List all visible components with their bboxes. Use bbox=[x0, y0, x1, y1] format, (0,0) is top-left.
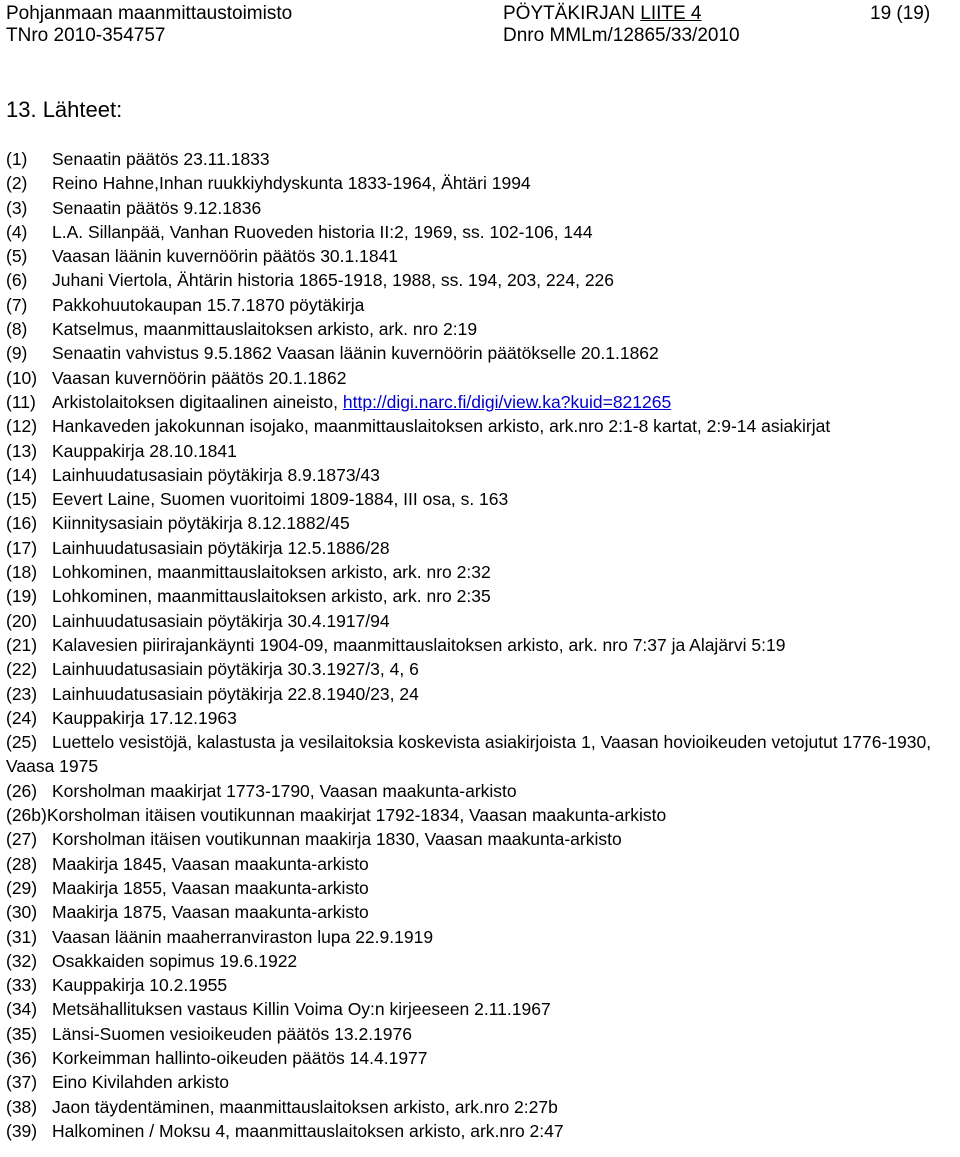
reference-text: Kauppakirja 17.12.1963 bbox=[52, 707, 237, 728]
reference-text: Senaatin vahvistus 9.5.1862 Vaasan läänin kuvernöörin päätökselle 20.1.1862 bbox=[52, 343, 659, 364]
reference-item bbox=[6, 414, 951, 438]
reference-item bbox=[6, 196, 951, 220]
reference-number: (18) bbox=[6, 562, 38, 583]
reference-text: Kauppakirja 10.2.1955 bbox=[52, 975, 228, 996]
reference-text: Lainhuudatusasiain pöytäkirja 30.3.1927/3, 4, 6 bbox=[52, 659, 419, 680]
header-doc-prefix: PÖYTÄKIRJAN bbox=[503, 3, 641, 24]
reference-number: (29) bbox=[6, 877, 38, 898]
reference-number: (1) bbox=[6, 149, 28, 169]
reference-item bbox=[6, 852, 951, 876]
reference-item bbox=[6, 682, 951, 706]
reference-item bbox=[6, 317, 951, 341]
reference-number: (11) bbox=[6, 391, 36, 412]
reference-text: Eevert Laine, Suomen vuoritoimi 1809-1884, III osa, s. 163 bbox=[52, 489, 509, 510]
section-title: 13. Lähteet: bbox=[6, 97, 123, 122]
reference-item bbox=[6, 511, 951, 535]
reference-text: Eino Kivilahden arkisto bbox=[52, 1072, 230, 1093]
reference-text: Maakirja 1875, Vaasan maakunta-arkisto bbox=[52, 902, 369, 923]
reference-number: (19) bbox=[6, 586, 38, 607]
header-doc-title bbox=[503, 3, 702, 25]
reference-number: (27) bbox=[6, 829, 38, 850]
reference-text: Vaasan kuvernöörin päätös 20.1.1862 bbox=[52, 367, 347, 388]
reference-item bbox=[6, 366, 951, 390]
reference-number: (34) bbox=[6, 999, 38, 1020]
reference-text: Lainhuudatusasiain pöytäkirja 12.5.1886/28 bbox=[52, 537, 390, 558]
reference-item bbox=[6, 973, 951, 997]
reference-item bbox=[6, 1070, 951, 1094]
reference-item bbox=[6, 900, 951, 924]
reference-number: (38) bbox=[6, 1096, 38, 1117]
reference-item bbox=[6, 244, 951, 268]
reference-text: Kalavesien piirirajankäynti 1904-09, maanmittauslaitoksen arkisto, ark. nro 7:37 ja Alajärvi 5:19 bbox=[52, 634, 786, 655]
reference-item bbox=[6, 633, 951, 657]
reference-number: (12) bbox=[6, 416, 38, 437]
reference-number: (37) bbox=[6, 1072, 38, 1093]
reference-number: (16) bbox=[6, 513, 38, 534]
reference-item bbox=[6, 439, 951, 463]
reference-item bbox=[6, 390, 951, 414]
reference-number: (28) bbox=[6, 853, 38, 874]
reference-text: Korsholman itäisen voutikunnan maakirjat 1792-1834, Vaasan maakunta-arkisto bbox=[46, 805, 667, 826]
reference-item bbox=[6, 147, 951, 171]
reference-text: L.A. Sillanpää, Vanhan Ruoveden historia II:2, 1969, ss. 102-106, 144 bbox=[52, 221, 593, 242]
reference-item bbox=[6, 463, 951, 487]
reference-text: Maakirja 1855, Vaasan maakunta-arkisto bbox=[52, 877, 369, 898]
reference-number: (26b) bbox=[6, 805, 47, 826]
reference-item bbox=[6, 487, 951, 511]
reference-number: (31) bbox=[6, 926, 38, 947]
reference-item bbox=[6, 341, 951, 365]
reference-item bbox=[6, 171, 951, 195]
reference-number: (21) bbox=[6, 634, 38, 655]
reference-text: Korkeimman hallinto-oikeuden päätös 14.4.1977 bbox=[52, 1047, 428, 1068]
reference-number: (23) bbox=[6, 683, 38, 704]
reference-number: (15) bbox=[6, 489, 38, 510]
reference-number: (8) bbox=[6, 319, 28, 340]
reference-link[interactable]: http://digi.narc.fi/digi/view.ka?kuid=821265 bbox=[342, 391, 672, 412]
header-page-number: 19 (19) bbox=[870, 3, 931, 24]
reference-number: (39) bbox=[6, 1120, 38, 1141]
reference-text: Arkistolaitoksen digitaalinen aineisto, bbox=[52, 391, 343, 412]
reference-item bbox=[6, 1046, 951, 1070]
reference-number: (17) bbox=[6, 537, 38, 558]
reference-number: (26) bbox=[6, 780, 38, 801]
reference-number: (13) bbox=[6, 440, 38, 461]
reference-number: (24) bbox=[6, 707, 38, 728]
reference-item bbox=[6, 730, 951, 779]
reference-list bbox=[6, 147, 951, 1143]
reference-number: (25) bbox=[6, 732, 38, 753]
reference-number: (4) bbox=[6, 221, 28, 242]
reference-text: Korsholman itäisen voutikunnan maakirja 1830, Vaasan maakunta-arkisto bbox=[52, 829, 622, 850]
reference-text: Juhani Viertola, Ähtärin historia 1865-1918, 1988, ss. 194, 203, 224, 226 bbox=[52, 270, 615, 291]
reference-text: Lainhuudatusasiain pöytäkirja 22.8.1940/23, 24 bbox=[52, 683, 419, 704]
reference-text: Kiinnitysasiain pöytäkirja 8.12.1882/45 bbox=[52, 513, 350, 534]
reference-item bbox=[6, 657, 951, 681]
reference-text: Hankaveden jakokunnan isojako, maanmittauslaitoksen arkisto, ark.nro 2:1-8 kartat, 2:9-14 asiakirjat bbox=[52, 416, 831, 437]
reference-item bbox=[6, 584, 951, 608]
reference-number: (14) bbox=[6, 464, 38, 485]
reference-text: Korsholman maakirjat 1773-1790, Vaasan maakunta-arkisto bbox=[52, 780, 517, 801]
reference-number: (33) bbox=[6, 975, 38, 996]
reference-text: Osakkaiden sopimus 19.6.1922 bbox=[52, 950, 298, 971]
reference-text: Maakirja 1845, Vaasan maakunta-arkisto bbox=[52, 853, 369, 874]
reference-text: Kauppakirja 28.10.1841 bbox=[52, 440, 237, 461]
reference-item bbox=[6, 949, 951, 973]
reference-text: Lainhuudatusasiain pöytäkirja 8.9.1873/43 bbox=[52, 464, 380, 485]
reference-text: Jaon täydentäminen, maanmittauslaitoksen arkisto, ark.nro 2:27b bbox=[52, 1096, 558, 1117]
header-dnro: Dnro MMLm/12865/33/2010 bbox=[503, 25, 740, 46]
reference-text: Vaasan läänin kuvernöörin päätös 30.1.1841 bbox=[52, 246, 399, 267]
reference-item bbox=[6, 1022, 951, 1046]
reference-item bbox=[6, 560, 951, 584]
reference-text: Lohkominen, maanmittauslaitoksen arkisto, ark. nro 2:35 bbox=[52, 586, 491, 607]
reference-text: Metsähallituksen vastaus Killin Voima Oy:n kirjeeseen 2.11.1967 bbox=[52, 999, 551, 1020]
reference-number: (35) bbox=[6, 1023, 38, 1044]
reference-item bbox=[6, 1095, 951, 1119]
reference-item bbox=[6, 779, 951, 803]
reference-text: Senaatin päätös 23.11.1833 bbox=[52, 149, 270, 169]
header-doc-appendix: LIITE 4 bbox=[640, 3, 702, 24]
reference-number: (9) bbox=[6, 343, 28, 364]
reference-number: (5) bbox=[6, 246, 28, 267]
reference-item bbox=[6, 1119, 951, 1143]
reference-number: (32) bbox=[6, 950, 38, 971]
reference-number: (22) bbox=[6, 659, 38, 680]
reference-number: (6) bbox=[6, 270, 28, 291]
reference-item bbox=[6, 925, 951, 949]
reference-text: Senaatin päätös 9.12.1836 bbox=[52, 197, 262, 218]
reference-number: (30) bbox=[6, 902, 38, 923]
reference-text: Lainhuudatusasiain pöytäkirja 30.4.1917/94 bbox=[52, 610, 390, 631]
header-org: Pohjanmaan maanmittaustoimisto bbox=[6, 3, 293, 24]
reference-number: (36) bbox=[6, 1047, 38, 1068]
header-tnro: TNro 2010-354757 bbox=[6, 25, 166, 46]
reference-item bbox=[6, 220, 951, 244]
reference-item bbox=[6, 876, 951, 900]
reference-item bbox=[6, 706, 951, 730]
reference-item bbox=[6, 997, 951, 1021]
reference-text: Pakkohuutokaupan 15.7.1870 pöytäkirja bbox=[52, 294, 365, 315]
reference-text: Lohkominen, maanmittauslaitoksen arkisto, ark. nro 2:32 bbox=[52, 562, 491, 583]
reference-number: (10) bbox=[6, 367, 38, 388]
reference-item bbox=[6, 827, 951, 851]
reference-text: Halkominen / Moksu 4, maanmittauslaitoksen arkisto, ark.nro 2:47 bbox=[52, 1120, 564, 1141]
reference-text: Reino Hahne,Inhan ruukkiyhdyskunta 1833-1964, Ähtäri 1994 bbox=[52, 173, 531, 194]
reference-text: Katselmus, maanmittauslaitoksen arkisto, ark. nro 2:19 bbox=[52, 319, 478, 340]
reference-item bbox=[6, 803, 951, 827]
reference-text: Vaasan läänin maaherranviraston lupa 22.9.1919 bbox=[52, 926, 434, 947]
reference-text: Länsi-Suomen vesioikeuden päätös 13.2.1976 bbox=[52, 1023, 412, 1044]
reference-number: (20) bbox=[6, 610, 38, 631]
reference-item bbox=[6, 536, 951, 560]
reference-number: (2) bbox=[6, 173, 28, 194]
reference-item bbox=[6, 293, 951, 317]
reference-number: (3) bbox=[6, 197, 28, 218]
reference-text: Luettelo vesistöjä, kalastusta ja vesilaitoksia koskevista asiakirjoista 1, Vaasan hovioikeuden vetojutut 1776-1930, Vaasa 1975 bbox=[6, 732, 932, 777]
reference-item bbox=[6, 268, 951, 292]
reference-number: (7) bbox=[6, 294, 28, 315]
reference-item bbox=[6, 609, 951, 633]
